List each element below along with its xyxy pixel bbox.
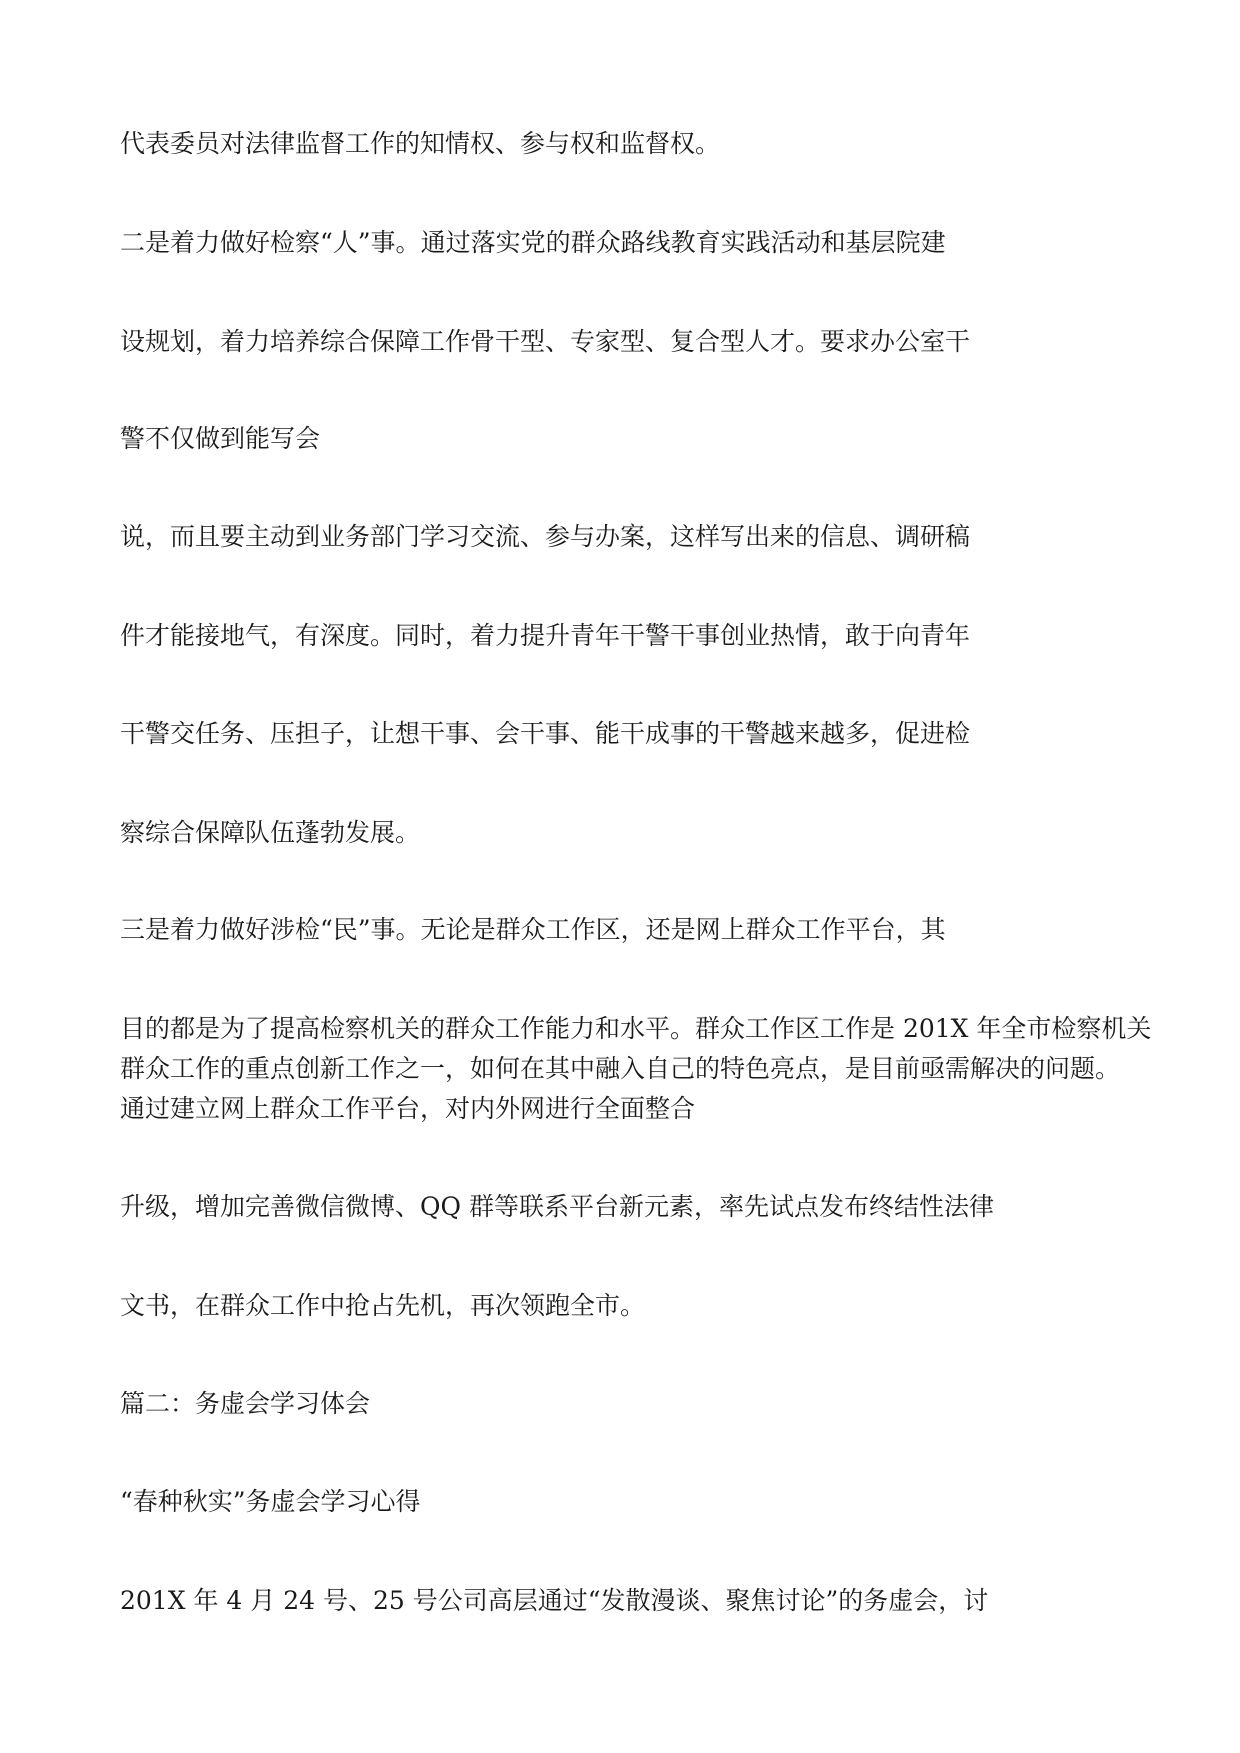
text-line: 警不仅做到能写会 xyxy=(120,424,321,453)
text-line: 代表委员对法律监督工作的知情权、参与权和监督权。 xyxy=(120,129,721,158)
text-line: 件才能接地气，有深度。同时，着力提升青年干警干事创业热情，敢于向青年 xyxy=(120,621,971,650)
text-line: 设规划，着力培养综合保障工作骨干型、专家型、复合型人才。要求办公室干 xyxy=(120,327,971,356)
section-heading: 篇二：务虚会学习体会 xyxy=(120,1389,371,1418)
text-line: 二是着力做好检察“人”事。通过落实党的群众路线教育实践活动和基层院建 xyxy=(120,228,946,257)
text-line: 群众工作的重点创新工作之一，如何在其中融入自己的特色亮点，是目前亟需解决的问题。 xyxy=(120,1054,1121,1083)
text-line: 三是着力做好涉检“民”事。无论是群众工作区，还是网上群众工作平台，其 xyxy=(120,915,946,944)
text-line: 说，而且要主动到业务部门学习交流、参与办案，这样写出来的信息、调研稿 xyxy=(120,522,971,551)
text-line: 干警交任务、压担子，让想干事、会干事、能干成事的干警越来越多，促进检 xyxy=(120,719,971,748)
article-title: “春种秋实”务虚会学习心得 xyxy=(120,1487,421,1516)
text-line: 升级，增加完善微信微博、QQ 群等联系平台新元素，率先试点发布终结性法律 xyxy=(120,1192,994,1221)
text-line: 察综合保障队伍蓬勃发展。 xyxy=(120,818,421,847)
text-line: 目的都是为了提高检察机关的群众工作能力和水平。群众工作区工作是 201X 年全市检察机关 xyxy=(120,1014,1152,1043)
text-line: 通过建立网上群众工作平台，对内外网进行全面整合 xyxy=(120,1094,696,1123)
text-line: 文书，在群众工作中抢占先机，再次领跑全市。 xyxy=(120,1291,646,1320)
text-line: 201X 年 4 月 24 号、25 号公司高层通过“发散漫谈、聚焦讨论”的务虚会，讨 xyxy=(120,1586,989,1615)
